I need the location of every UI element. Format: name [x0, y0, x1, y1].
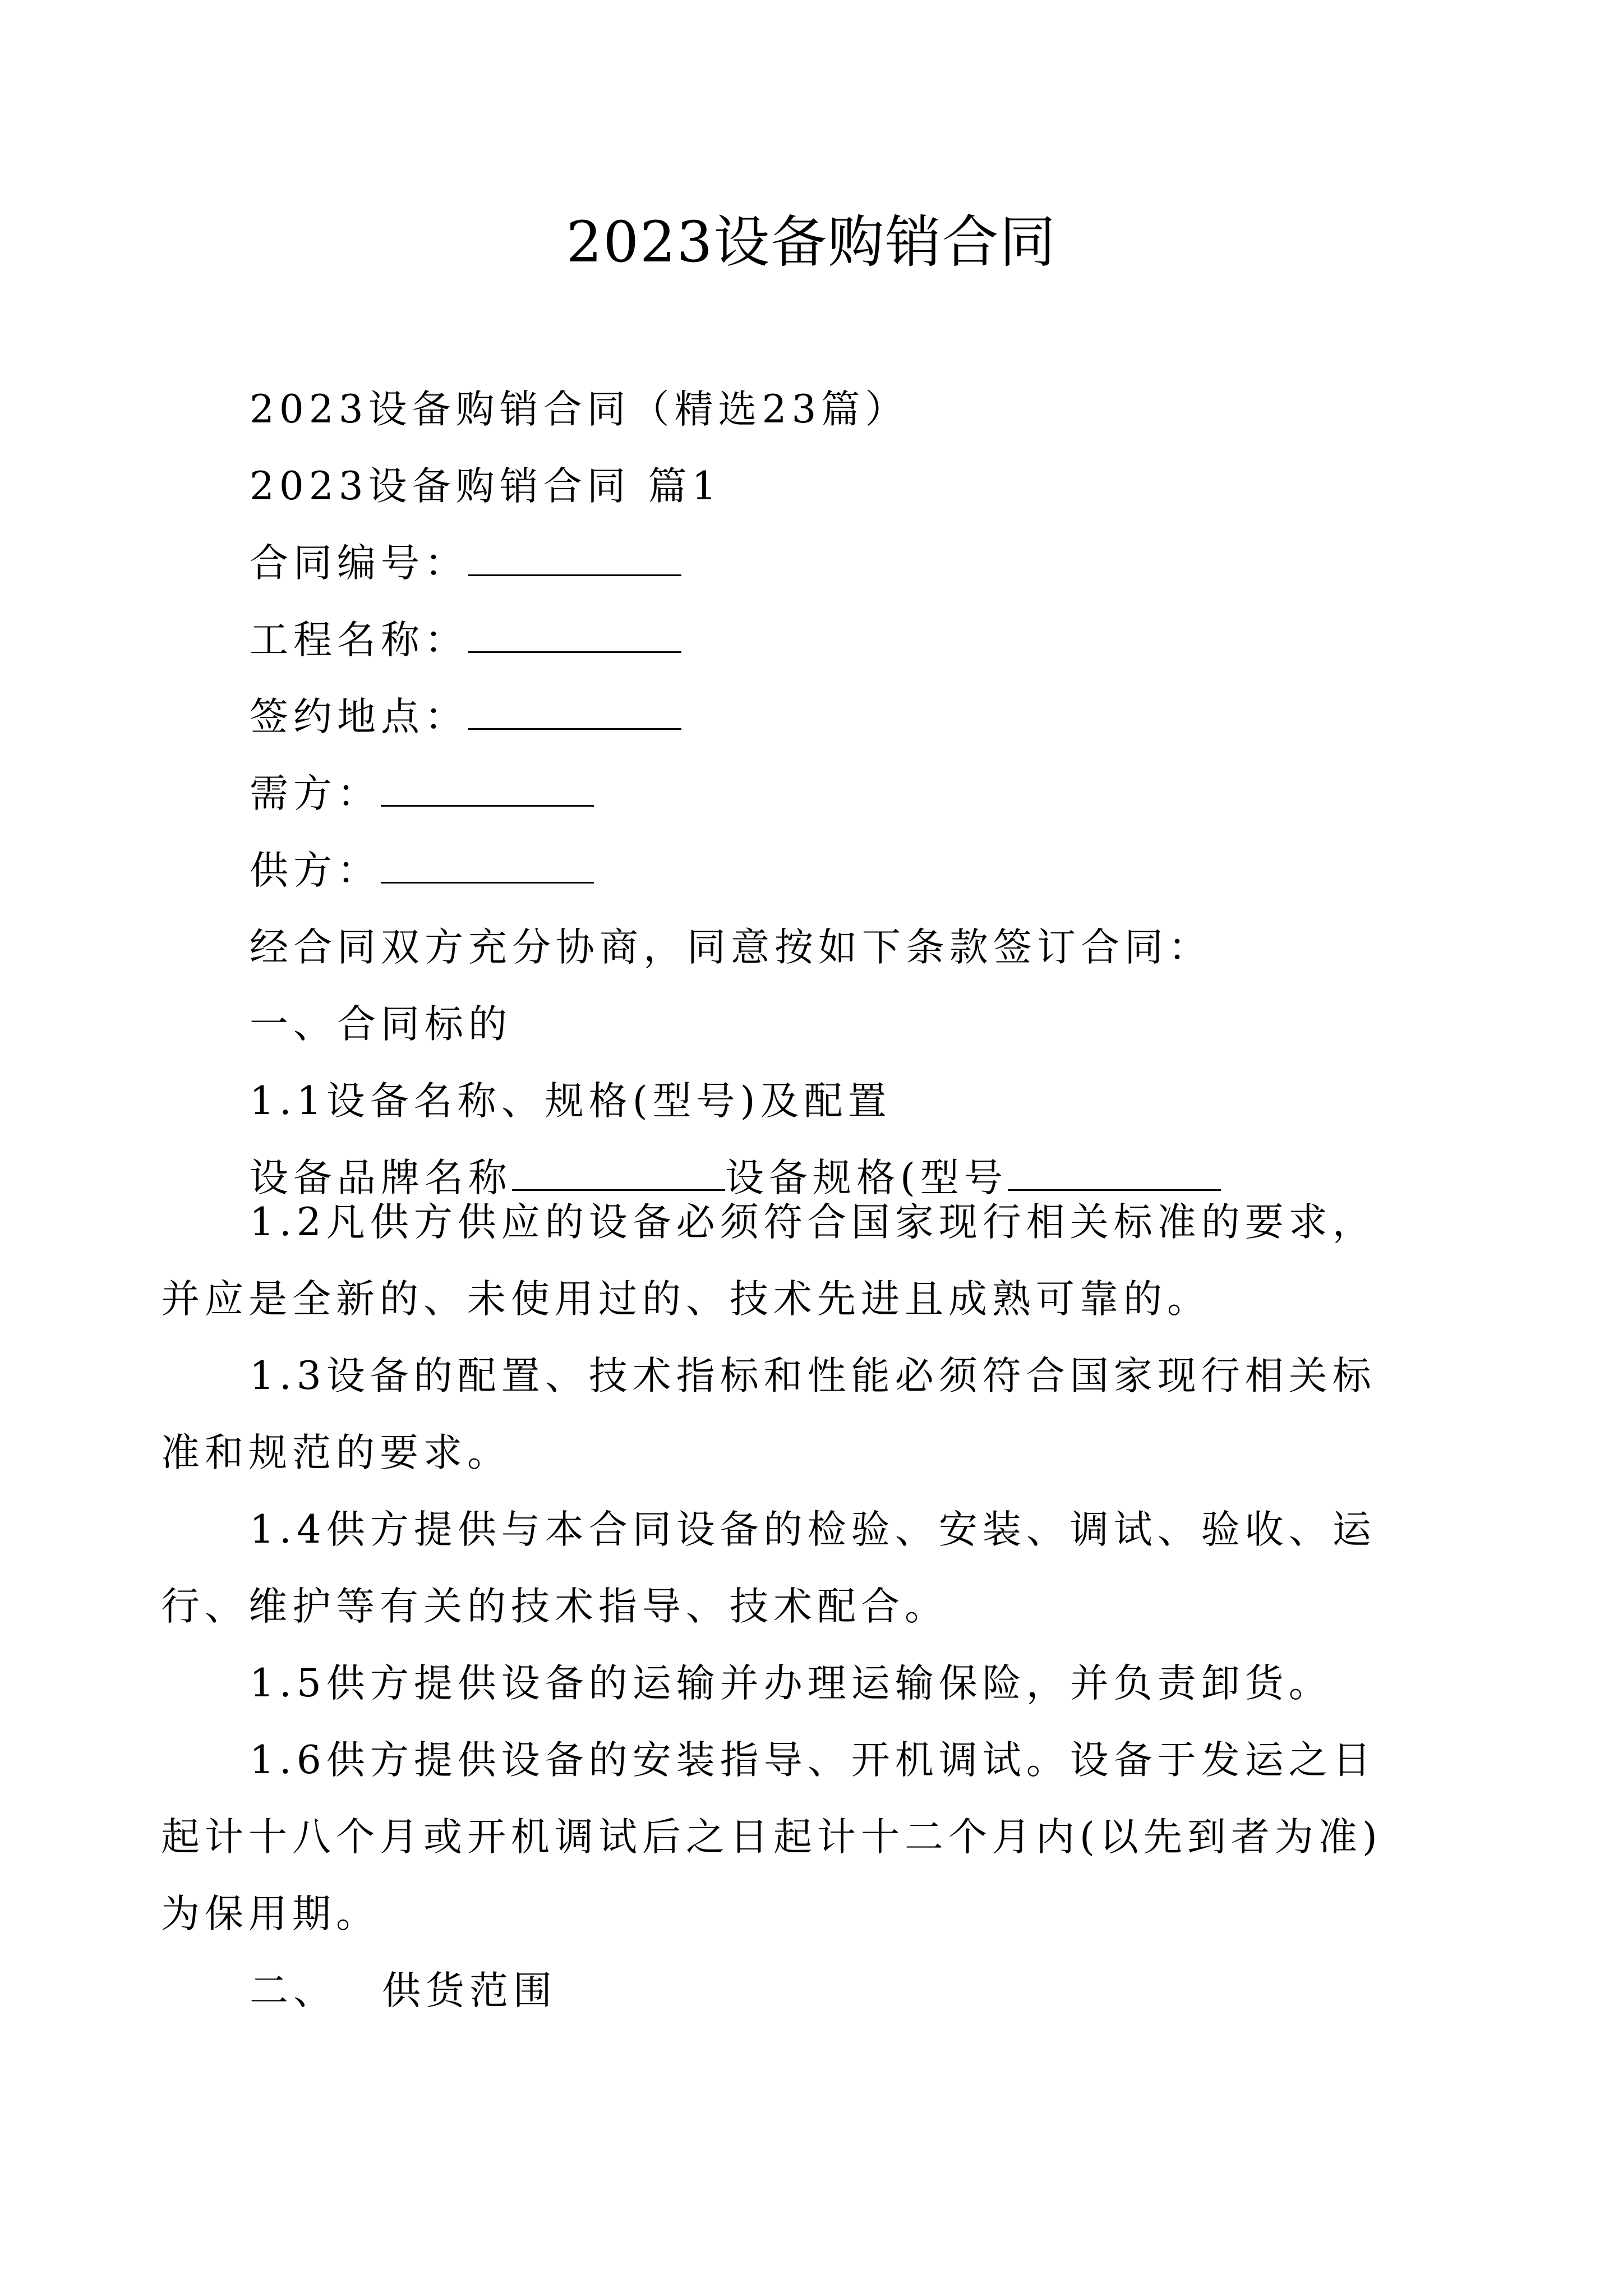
field-label: 需方：: [250, 771, 381, 816]
clause-2-title: [250, 1953, 1387, 2030]
clause-1-4: 1.4供方提供与本合同设备的检验、安装、调试、验收、运行、维护等有关的技术指导、技术配合。: [161, 1507, 1376, 1629]
blank-line: [381, 774, 594, 807]
document-body: [250, 371, 1387, 1217]
document-title: 2023设备购销合同: [566, 209, 1057, 275]
field-label: 签约地点：: [250, 694, 468, 739]
blank-line: [468, 697, 681, 730]
field-label: 供方：: [250, 848, 381, 893]
blank-line: [381, 850, 594, 884]
field-supplier: [250, 832, 1387, 909]
field-label: 工程名称：: [250, 618, 468, 662]
field-contract-no: [250, 525, 1387, 602]
brand-label: 设备品牌名称: [250, 1156, 512, 1200]
clause-1-1: 1.1设备名称、规格(型号)及配置: [250, 1079, 892, 1124]
clause-1-6: 1.6供方提供设备的安装指导、开机调试。设备于发运之日起计十八个月或开机调试后之日起计十二个月内(以先到者为准)为保用期。: [161, 1738, 1382, 1936]
clause-1-2: 1.2凡供方供应的设备必须符合国家现行相关标准的要求，并应是全新的、未使用过的、技术先进且成熟可靠的。: [161, 1200, 1376, 1322]
clause-2-text: 供货范围: [382, 1968, 557, 2013]
clause-1-3: 1.3设备的配置、技术指标和性能必须符合国家现行相关标准和规范的要求。: [161, 1354, 1376, 1475]
field-label: 合同编号：: [250, 541, 468, 586]
clause-1-5: 1.5供方提供设备的运输并办理运输保险，并负责卸货。: [250, 1661, 1332, 1706]
blank-line: [468, 620, 681, 653]
field-project-name: [250, 602, 1387, 679]
blank-line: [468, 543, 681, 576]
field-sign-place: [250, 679, 1387, 756]
intro-text: 经合同双方充分协商，同意按如下条款签订合同：: [250, 925, 1212, 970]
clause-2-number: 二、: [250, 1968, 337, 2013]
spec-label: 设备规格(型号: [725, 1156, 1008, 1200]
subtitle: 2023设备购销合同（精选23篇）: [250, 387, 909, 432]
field-buyer: [250, 756, 1387, 832]
clause-1-title: 一、合同标的: [250, 1002, 512, 1047]
document-body-continued: [161, 1184, 1387, 2030]
section-heading: 2023设备购销合同 篇1: [250, 464, 722, 509]
